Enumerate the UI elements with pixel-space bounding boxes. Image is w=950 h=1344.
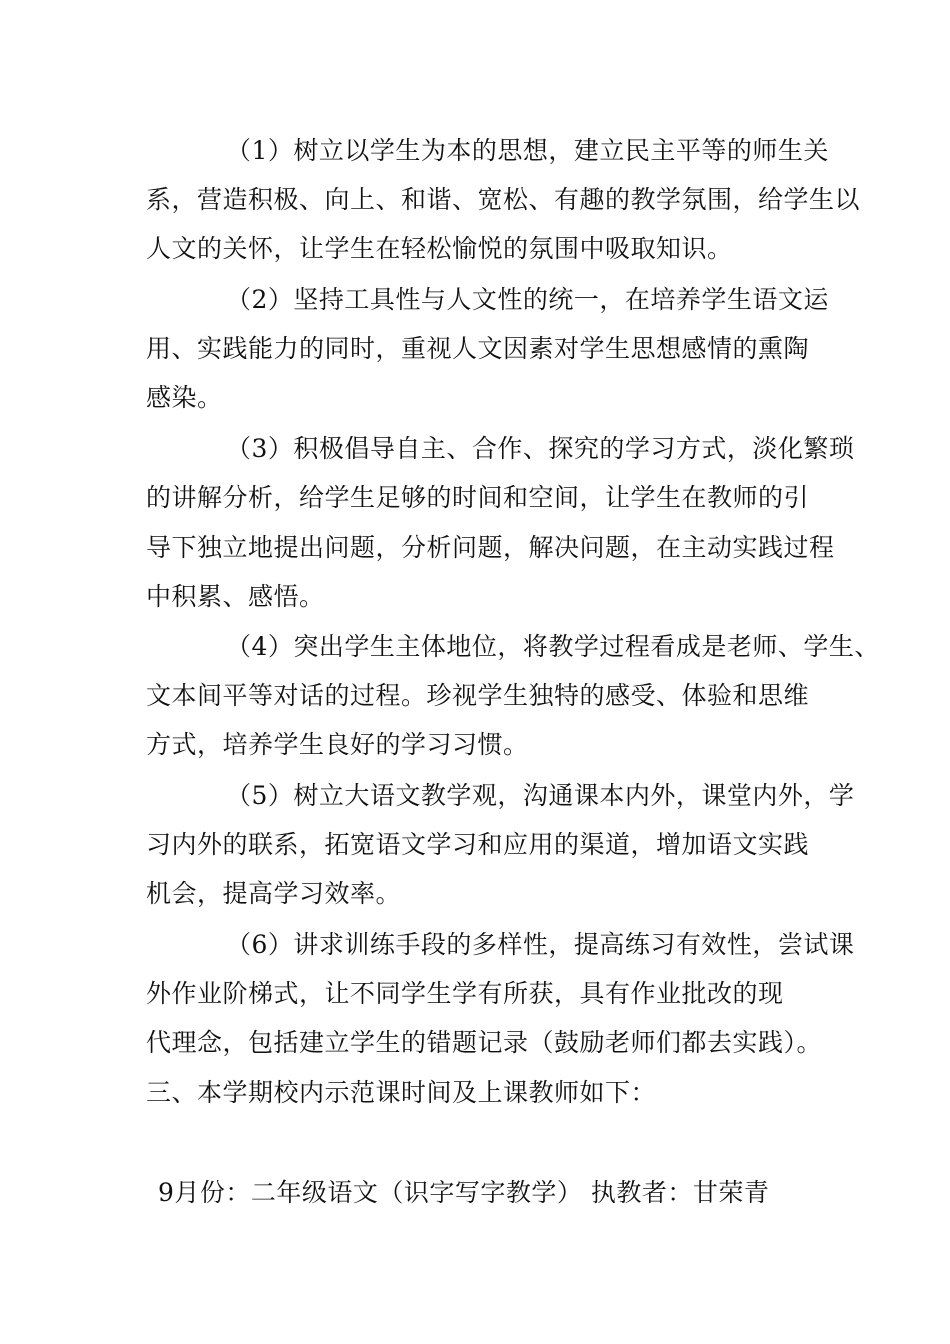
paragraph-1-line-3: 人文的关怀，让学生在轻松愉悦的氛围中吸取知识。 — [146, 234, 733, 263]
paragraph-1-line-1: （1）树立以学生为本的思想，建立民主平等的师生关 — [226, 136, 829, 165]
paragraph-3-line-2: 的讲解分析，给学生足够的时间和空间，让学生在教师的引 — [146, 483, 810, 512]
paragraph-3-line-4: 中积累、感悟。 — [146, 582, 325, 611]
paragraph-3-line-1: （3）积极倡导自主、合作、探究的学习方式，淡化繁琐 — [226, 434, 855, 463]
paragraph-5-line-1: （5）树立大语文教学观，沟通课本内外，课堂内外，学 — [226, 781, 855, 810]
paragraph-5-line-2: 习内外的联系，拓宽语文学习和应用的渠道，增加语文实践 — [146, 830, 810, 859]
paragraph-4-line-2: 文本间平等对话的过程。珍视学生独特的感受、体验和思维 — [146, 681, 810, 710]
paragraph-1-line-2: 系，营造积极、向上、和谐、宽松、有趣的教学氛围，给学生以 — [146, 185, 861, 214]
paragraph-4-line-1: （4）突出学生主体地位，将教学过程看成是老师、学生、 — [226, 632, 880, 661]
paragraph-2-line-1: （2）坚持工具性与人文性的统一，在培养学生语文运 — [226, 285, 829, 314]
paragraph-2-line-2: 用、实践能力的同时，重视人文因素对学生思想感情的熏陶 — [146, 334, 810, 363]
paragraph-3-line-3: 导下独立地提出问题，分析问题，解决问题，在主动实践过程 — [146, 533, 835, 562]
paragraph-6-line-2: 外作业阶梯式，让不同学生学有所获，具有作业批改的现 — [146, 979, 784, 1008]
paragraph-6-line-1: （6）讲求训练手段的多样性，提高练习有效性，尝试课 — [226, 930, 855, 959]
paragraph-6-line-3: 代理念，包括建立学生的错题记录（鼓励老师们都去实践）。 — [146, 1028, 823, 1057]
schedule-item: 9月份：二年级语文（识字写字教学） 执教者：甘荣青 — [158, 1178, 770, 1207]
section-heading: 三、本学期校内示范课时间及上课教师如下： — [146, 1078, 657, 1107]
paragraph-4-line-3: 方式，培养学生良好的学习习惯。 — [146, 730, 529, 759]
paragraph-2-line-3: 感染。 — [146, 383, 223, 412]
paragraph-5-line-3: 机会，提高学习效率。 — [146, 879, 402, 908]
